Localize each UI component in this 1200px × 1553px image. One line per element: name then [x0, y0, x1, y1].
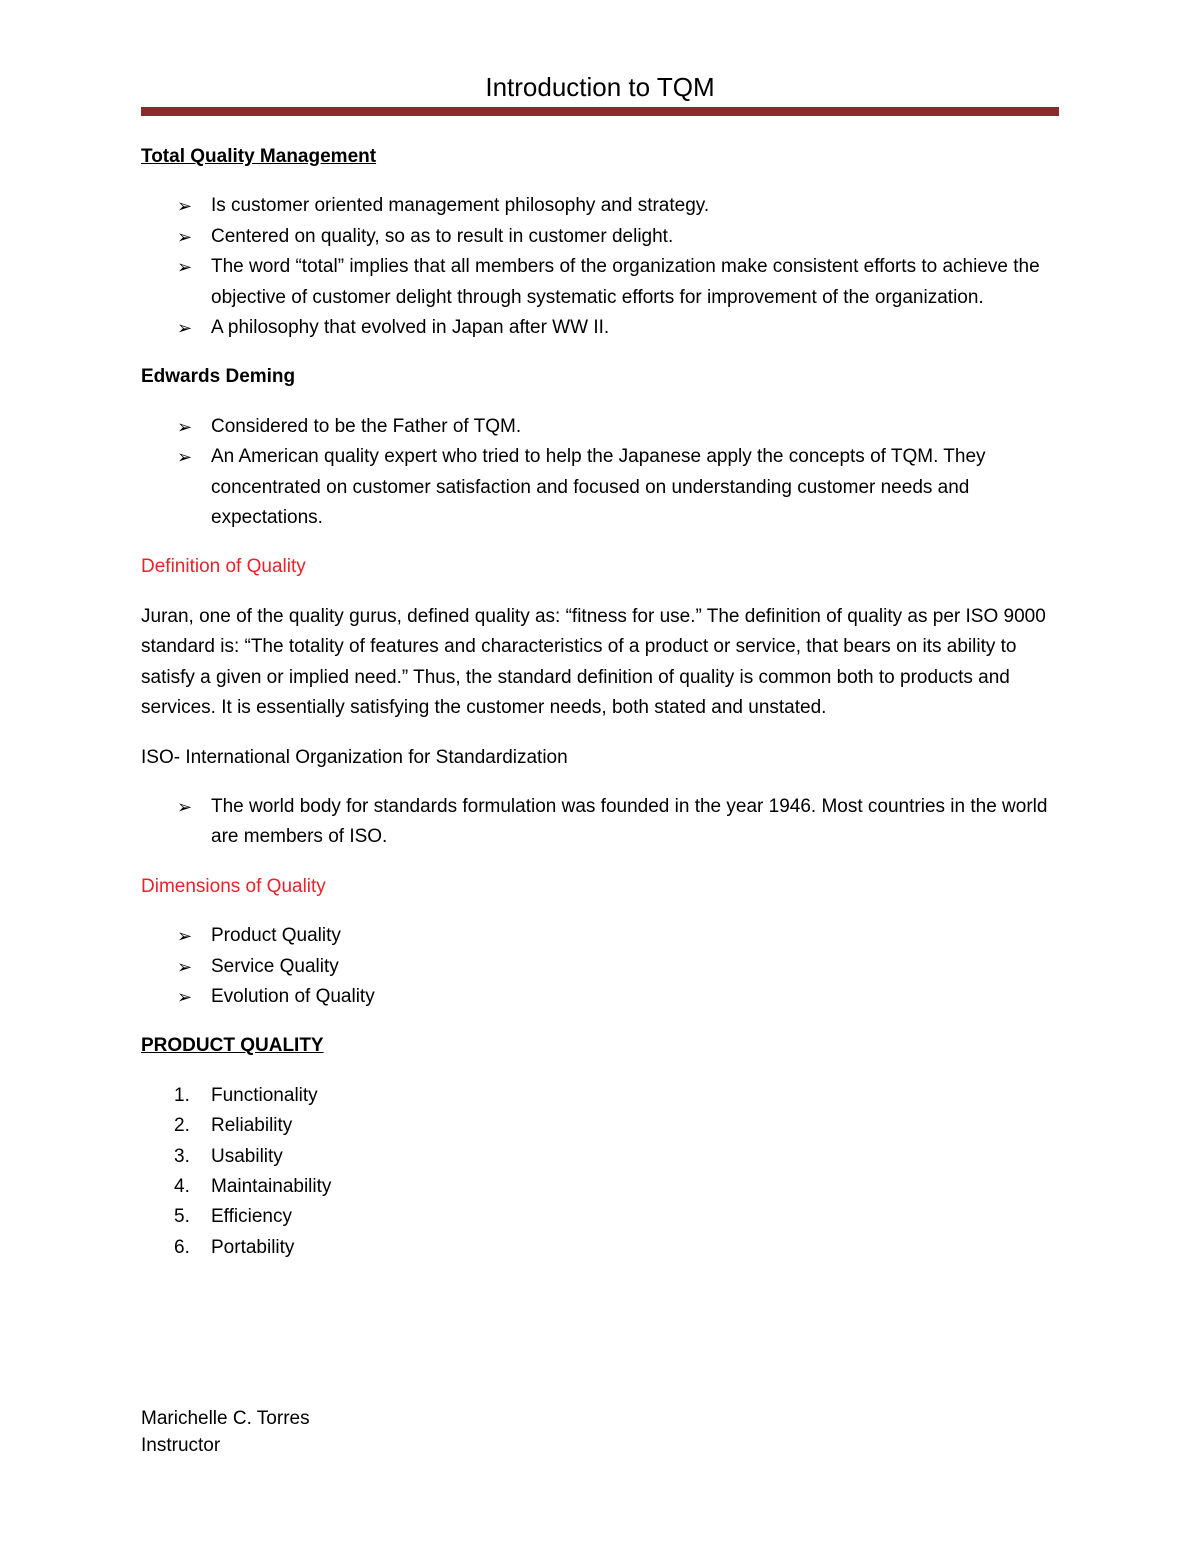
list-item: ➢ The word “total” implies that all members of the organization make consistent efforts to achieve the objective of customer delight through systematic efforts for improvement of the organization.: [141, 252, 1059, 313]
list-item: ➢ Centered on quality, so as to result in customer delight.: [141, 222, 1059, 252]
product-quality-list: [141, 1081, 1059, 1263]
arrow-bullet-icon: ➢: [177, 926, 193, 947]
dimensions-bullet-list: [141, 921, 1059, 1012]
arrow-bullet-icon: ➢: [177, 986, 193, 1007]
list-item: 2. Reliability: [141, 1111, 1059, 1141]
tqm-bullet-list: [141, 191, 1059, 343]
list-item: ➢ Considered to be the Father of TQM.: [141, 412, 1059, 442]
list-item: 3. Usability: [141, 1142, 1059, 1172]
list-item: ➢ Evolution of Quality: [141, 982, 1059, 1012]
definition-paragraph: Juran, one of the quality gurus, defined quality as: “fitness for use.” The definition of quality as per ISO 9000 standard is: “The totality of features and characteristics of a product or service, that bears on its ability to satisfy a given or implied need.” Thus, the standard definition of quality is common both to products and services. It is essentially satisfying the customer needs, both stated and unstated.: [141, 605, 1046, 719]
section-heading-dimensions: Dimensions of Quality: [141, 875, 326, 897]
page-title: Introduction to TQM: [485, 72, 715, 102]
deming-bullet-list: [141, 412, 1059, 534]
list-number: 3.: [174, 1145, 190, 1167]
arrow-bullet-icon: ➢: [177, 956, 193, 977]
list-item: 1. Functionality: [141, 1081, 1059, 1111]
document-body: [141, 142, 1059, 1263]
section-heading-definition: Definition of Quality: [141, 556, 306, 578]
arrow-bullet-icon: ➢: [177, 196, 193, 217]
header-rule: [141, 107, 1059, 116]
list-item: 5. Efficiency: [141, 1202, 1059, 1232]
iso-bullet-list: [141, 792, 1059, 853]
list-item: ➢ Product Quality: [141, 921, 1059, 951]
section-heading-tqm: Total Quality Management: [141, 146, 377, 167]
arrow-bullet-icon: ➢: [177, 318, 193, 339]
list-item: ➢ Is customer oriented management philosophy and strategy.: [141, 191, 1059, 221]
list-item: 4. Maintainability: [141, 1172, 1059, 1202]
list-item: 6. Portability: [141, 1233, 1059, 1263]
section-heading-product-quality: PRODUCT QUALITY: [141, 1035, 324, 1057]
arrow-bullet-icon: ➢: [177, 447, 193, 468]
author-role: Instructor: [141, 1435, 221, 1456]
list-number: 4.: [174, 1175, 190, 1197]
author-name: Marichelle C. Torres: [141, 1408, 310, 1429]
list-item: ➢ A philosophy that evolved in Japan after WW II.: [141, 313, 1059, 343]
list-number: 2.: [174, 1115, 190, 1137]
arrow-bullet-icon: ➢: [177, 796, 193, 817]
section-heading-iso: ISO- International Organization for Standardization: [141, 746, 568, 768]
list-number: 6.: [174, 1236, 190, 1258]
arrow-bullet-icon: ➢: [177, 416, 193, 437]
list-item: ➢ The world body for standards formulation was founded in the year 1946. Most countries in the world are members of ISO.: [141, 792, 1059, 853]
list-item: ➢ An American quality expert who tried to help the Japanese apply the concepts of TQM. They concentrated on customer satisfaction and focused on understanding customer needs and expectations.: [141, 442, 1059, 533]
arrow-bullet-icon: ➢: [177, 257, 193, 278]
footer: [141, 1405, 310, 1459]
list-number: 5.: [174, 1206, 190, 1228]
section-heading-deming: Edwards Deming: [141, 366, 296, 388]
list-item: ➢ Service Quality: [141, 952, 1059, 982]
arrow-bullet-icon: ➢: [177, 226, 193, 247]
list-number: 1.: [174, 1084, 190, 1106]
